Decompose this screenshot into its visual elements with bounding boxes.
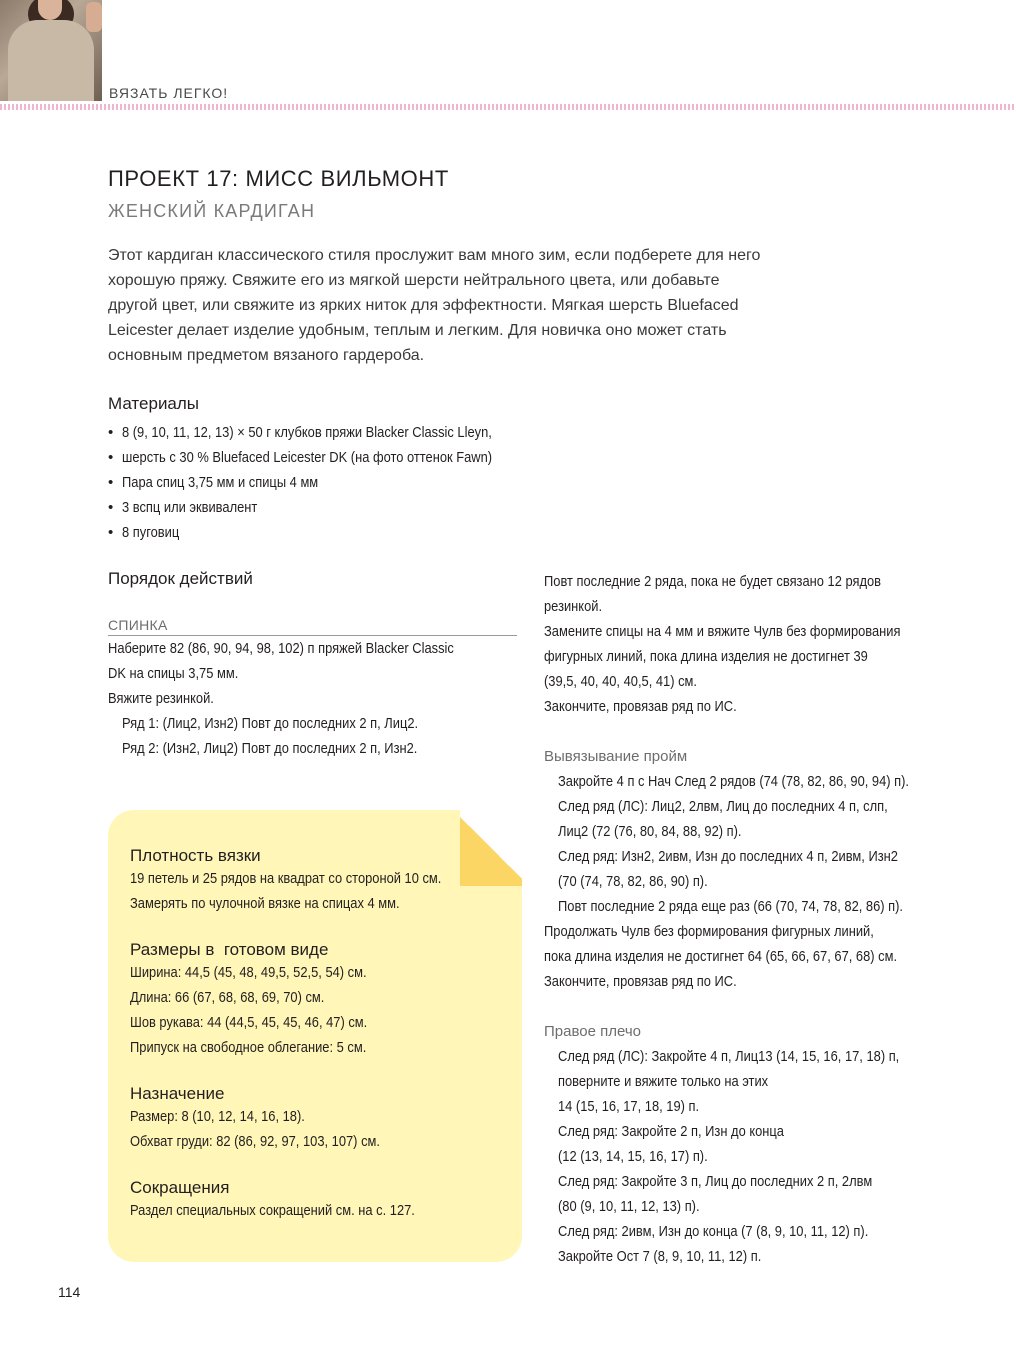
gauge-line: Замерять по чулочной вязке на спицах 4 мм. — [130, 895, 400, 912]
sizes-block — [130, 940, 510, 1060]
intro-line: основным предметом вязаного гардероба. — [108, 347, 425, 364]
sizes-line: Припуск на свободное облегание: 5 см. — [130, 1039, 367, 1056]
shoulder-instruction: След ряд: 2ивм, Изн до конца (7 (8, 9, 10, 11, 12) п). — [558, 1223, 869, 1240]
section-header: ВЯЗАТЬ ЛЕГКО! — [109, 85, 229, 101]
shoulder-instruction: (12 (13, 14, 15, 16, 17) п). — [558, 1148, 708, 1165]
armhole-instruction: (70 (74, 78, 82, 86, 90) п). — [558, 873, 708, 890]
shoulder-instruction: След ряд: Закройте 3 п, Лиц до последних 2 п, 2лвм — [558, 1173, 873, 1190]
procedure-heading: Порядок действий — [108, 569, 253, 588]
armhole-instruction: пока длина изделия не достигнет 64 (65, 66, 67, 67, 68) см. — [544, 948, 898, 965]
back-section-label: СПИНКА — [108, 617, 168, 633]
gauge-line: 19 петель и 25 рядов на квадрат со стороной 10 см. — [130, 870, 442, 887]
intro-line: хорошую пряжу. Свяжите его из мягкой шерсти нейтрального цвета, или добавьте — [108, 272, 720, 289]
info-note-card — [108, 810, 522, 1262]
purpose-line: Обхват груди: 82 (86, 92, 97, 103, 107) см. — [130, 1133, 380, 1150]
shoulder-instruction: Закройте Ост 7 (8, 9, 10, 11, 12) п. — [558, 1248, 762, 1265]
intro-paragraph — [108, 243, 848, 368]
armhole-instruction: След ряд: Изн2, 2ивм, Изн до последних 4 п, 2ивм, Изн2 — [558, 848, 898, 865]
photo-hand — [86, 2, 102, 32]
gauge-heading: Плотность вязки — [130, 846, 261, 865]
row-instruction: Ряд 2: (Изн2, Лиц2) Повт до последних 2 п, Изн2. — [122, 740, 418, 757]
sizes-line: Ширина: 44,5 (45, 48, 49,5, 52,5, 54) см. — [130, 964, 367, 981]
page-title: ПРОЕКТ 17: МИСС ВИЛЬМОНТ — [108, 166, 449, 191]
page-subtitle: ЖЕНСКИЙ КАРДИГАН — [108, 201, 316, 221]
row-instruction: Ряд 1: (Лиц2, Изн2) Повт до последних 2 п, Лиц2. — [122, 715, 419, 732]
materials-list — [108, 420, 552, 545]
instruction-line: Закончите, провязав ряд по ИС. — [544, 698, 737, 715]
materials-item-continuation: • шерсть с 30 % Bluefaced Leicester DK (на фото оттенок Fawn) — [108, 445, 552, 470]
abbreviations-heading: Сокращения — [130, 1178, 230, 1197]
intro-line: Leicester делает изделие удобным, теплым и легким. Для новичка оно может стать — [108, 322, 727, 339]
shoulder-instruction: 14 (15, 16, 17, 18, 19) п. — [558, 1098, 700, 1115]
header-photo — [0, 0, 102, 101]
instruction-line: резинкой. — [544, 598, 603, 615]
instruction-line: Вяжите резинкой. — [108, 690, 214, 707]
purpose-heading: Назначение — [130, 1084, 225, 1103]
materials-item: • Пара спиц 3,75 мм и спицы 4 мм — [108, 470, 552, 495]
abbreviations-block — [130, 1178, 510, 1223]
shoulder-instruction: След ряд (ЛС): Закройте 4 п, Лиц13 (14, 15, 16, 17, 18) п, — [558, 1048, 900, 1065]
shoulder-instruction: След ряд: Закройте 2 п, Изн до конца — [558, 1123, 784, 1140]
materials-item: • 8 (9, 10, 11, 12, 13) × 50 г клубков пряжи Blacker Classic Lleyn, — [108, 420, 552, 445]
materials-item: • 3 вспц или эквивалент — [108, 495, 552, 520]
procedure-left-column — [108, 569, 518, 761]
right-shoulder-label: Правое плечо — [544, 1023, 641, 1040]
abbreviations-line: Раздел специальных сокращений см. на с. 127. — [130, 1202, 415, 1219]
intro-line: другой цвет, или свяжите из ярких ниток для эффектности. Мягкая шерсть Bluefaced — [108, 297, 739, 314]
armhole-instruction: След ряд (ЛС): Лиц2, 2лвм, Лиц до последних 4 п, слп, — [558, 798, 888, 815]
armhole-instruction: Продолжать Чулв без формирования фигурных линий, — [544, 923, 874, 940]
sizes-heading: Размеры в готовом виде — [130, 940, 329, 959]
armhole-instruction: Лиц2 (72 (76, 80, 84, 88, 92) п). — [558, 823, 742, 840]
sizes-line: Шов рукава: 44 (44,5, 45, 45, 46, 47) см. — [130, 1014, 368, 1031]
shoulder-instruction: (80 (9, 10, 11, 12, 13) п). — [558, 1198, 700, 1215]
gauge-block — [130, 846, 510, 916]
note-content — [130, 846, 510, 1247]
armhole-instruction: Закончите, провязав ряд по ИС. — [544, 973, 737, 990]
purpose-line: Размер: 8 (10, 12, 14, 16, 18). — [130, 1108, 305, 1125]
materials-section — [108, 394, 552, 545]
procedure-right-column — [544, 569, 964, 1269]
armhole-instruction: Закройте 4 п с Нач След 2 рядов (74 (78, 82, 86, 90, 94) п). — [558, 773, 910, 790]
armhole-section-label: Вывязывание пройм — [544, 748, 688, 765]
armhole-instruction: Повт последние 2 ряда еще раз (66 (70, 74, 78, 82, 86) п). — [558, 898, 904, 915]
instruction-line: (39,5, 40, 40, 40,5, 41) см. — [544, 673, 698, 690]
materials-item: • 8 пуговиц — [108, 520, 552, 545]
instruction-line: Повт последние 2 ряда, пока не будет связано 12 рядов — [544, 573, 882, 590]
instruction-line: Наберите 82 (86, 90, 94, 98, 102) п пряжей Blacker Classic — [108, 640, 454, 657]
page-number: 114 — [58, 1284, 81, 1300]
photo-cardigan — [8, 20, 94, 101]
purpose-block — [130, 1084, 510, 1154]
header-dotted-rule — [0, 104, 1016, 110]
instruction-line: Замените спицы на 4 мм и вяжите Чулв без формирования — [544, 623, 901, 640]
instruction-line: фигурных линий, пока длина изделия не достигнет 39 — [544, 648, 868, 665]
materials-heading: Материалы — [108, 394, 200, 413]
shoulder-instruction: поверните и вяжите только на этих — [558, 1073, 769, 1090]
sizes-line: Длина: 66 (67, 68, 68, 69, 70) см. — [130, 989, 325, 1006]
intro-line: Этот кардиган классического стиля прослужит вам много зим, если подберете для него — [108, 247, 761, 264]
instruction-line: DK на спицы 3,75 мм. — [108, 665, 239, 682]
